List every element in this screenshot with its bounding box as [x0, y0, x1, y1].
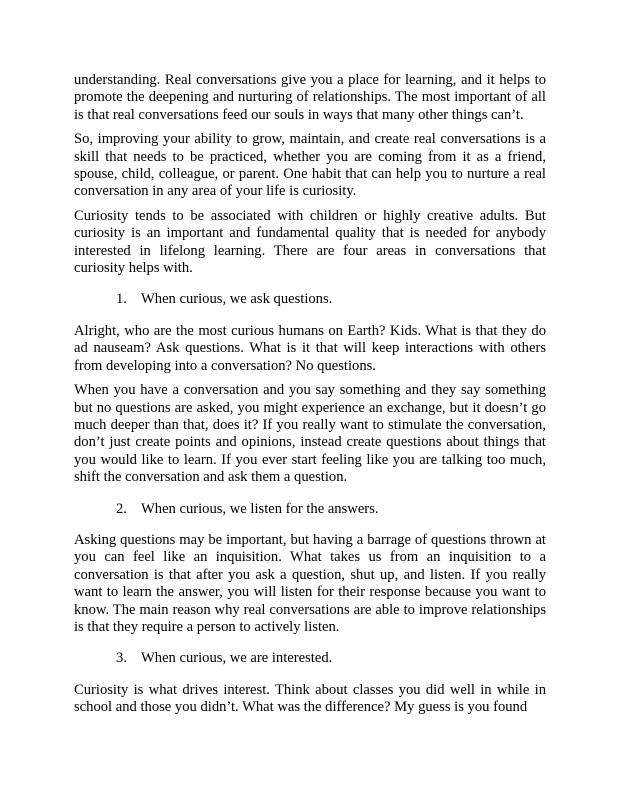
- list-item-interested: [74, 650, 546, 667]
- list-number: 2.: [116, 500, 127, 517]
- list-number: 3.: [116, 650, 127, 667]
- paragraph-curiosity-intro: Curiosity tends to be associated with children or highly creative adults. But curiosity is an important and fundamental quality that is needed for anybody interested in lifelong learning. There are four areas in conversations that curiosity helps with.: [74, 207, 546, 277]
- list-item-ask-questions: [74, 291, 546, 308]
- list-heading: When curious, we ask questions.: [141, 291, 333, 308]
- list-heading: When curious, we listen for the answers.: [141, 500, 379, 517]
- paragraph-drives-interest: Curiosity is what drives interest. Think about classes you did well in while in school and those you didn’t. What was the difference? My guess is you found: [74, 681, 546, 716]
- paragraph-kids: Alright, who are the most curious humans on Earth? Kids. What is that they do ad nauseam? Ask questions. What is it that will keep interactions with others from developing into a conversation? No questions.: [74, 322, 546, 374]
- list-number: 1.: [116, 291, 127, 308]
- list-item-listen-answers: [74, 501, 546, 518]
- paragraph-improving-ability: So, improving your ability to grow, maintain, and create real conversations is a skill that needs to be practiced, whether you are coming from it as a friend, spouse, child, colleague, or parent. One habit that can help you to nurture a real conversation in any area of your life is curiosity.: [74, 131, 546, 200]
- list-heading: When curious, we are interested.: [141, 650, 333, 667]
- paragraph-understanding: understanding. Real conversations give you a place for learning, and it helps to promote the deepening and nurturing of relationships. The most important of all is that real conversations feed our souls in ways that many other things can’t.: [74, 72, 546, 123]
- document-page: [74, 72, 546, 724]
- paragraph-inquisition: Asking questions may be important, but having a barrage of questions thrown at you can feel like an inquisition. What takes us from an inquisition to a conversation is that after you ask a question, shut up, and listen. If you really want to learn the answer, you will listen for their response because you want to know. The main reason why real conversations are able to improve relationships is that they require a person to actively listen.: [74, 531, 546, 635]
- paragraph-stimulate-conversation: When you have a conversation and you say something and they say something but no questions are asked, you might experience an exchange, but it doesn’t go much deeper than that, does it? If you really want to stimulate the conversation, don’t just create points and opinions, instead create questions about things that you would like to learn. If you ever start feeling like you are talking too much, shift the conversation and ask them a question.: [74, 382, 546, 486]
